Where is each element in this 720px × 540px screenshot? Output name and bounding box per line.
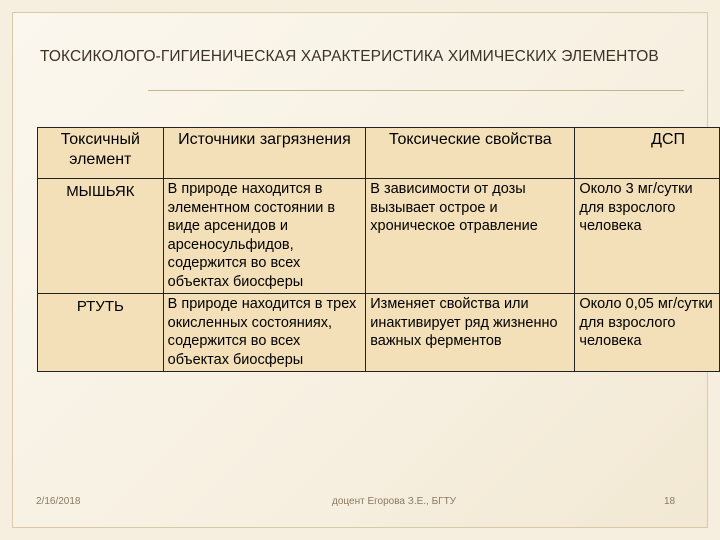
toxic-elements-table [37,127,720,372]
cell-sources-arsenic: В природе находится в элементном состоянии в виде арсенидов и арсеносульфидов, содержится во всех объектах биосферы [163,179,366,294]
header-sources: Источники загрязнения [163,128,366,179]
header-toxic-properties: Токсические свойства [366,128,575,179]
cell-toxic-mercury: Изменяет свойства или инактивирует ряд жизненно важных ферментов [366,294,575,372]
footer-author: доцент Егорова З.Е., БГТУ [332,496,457,507]
header-element: Токсичный элемент [38,128,164,179]
table-row [38,179,720,294]
footer-date: 2/16/2018 [36,496,81,507]
table-header-row [38,128,720,179]
table-row [38,294,720,372]
title-underline [148,90,684,91]
cell-sources-mercury: В природе находится в трех окисленных состояниях, содержится во всех объектах биосферы [163,294,366,372]
data-table-container [37,127,720,372]
cell-dsp-mercury: Около 0,05 мг/сутки для взрослого человека [575,294,720,372]
cell-dsp-arsenic: Около 3 мг/сутки для взрослого человека [575,179,720,294]
cell-element-mercury: РТУТЬ [38,294,164,372]
footer-page-number: 18 [664,496,676,507]
header-dsp: ДСП [575,128,720,179]
cell-element-arsenic: МЫШЬЯК [38,179,164,294]
slide-title: ТОКСИКОЛОГО-ГИГИЕНИЧЕСКАЯ ХАРАКТЕРИСТИКА ХИМИЧЕСКИХ ЭЛЕМЕНТОВ [40,48,659,65]
cell-toxic-arsenic: В зависимости от дозы вызывает острое и хроническое отравление [366,179,575,294]
